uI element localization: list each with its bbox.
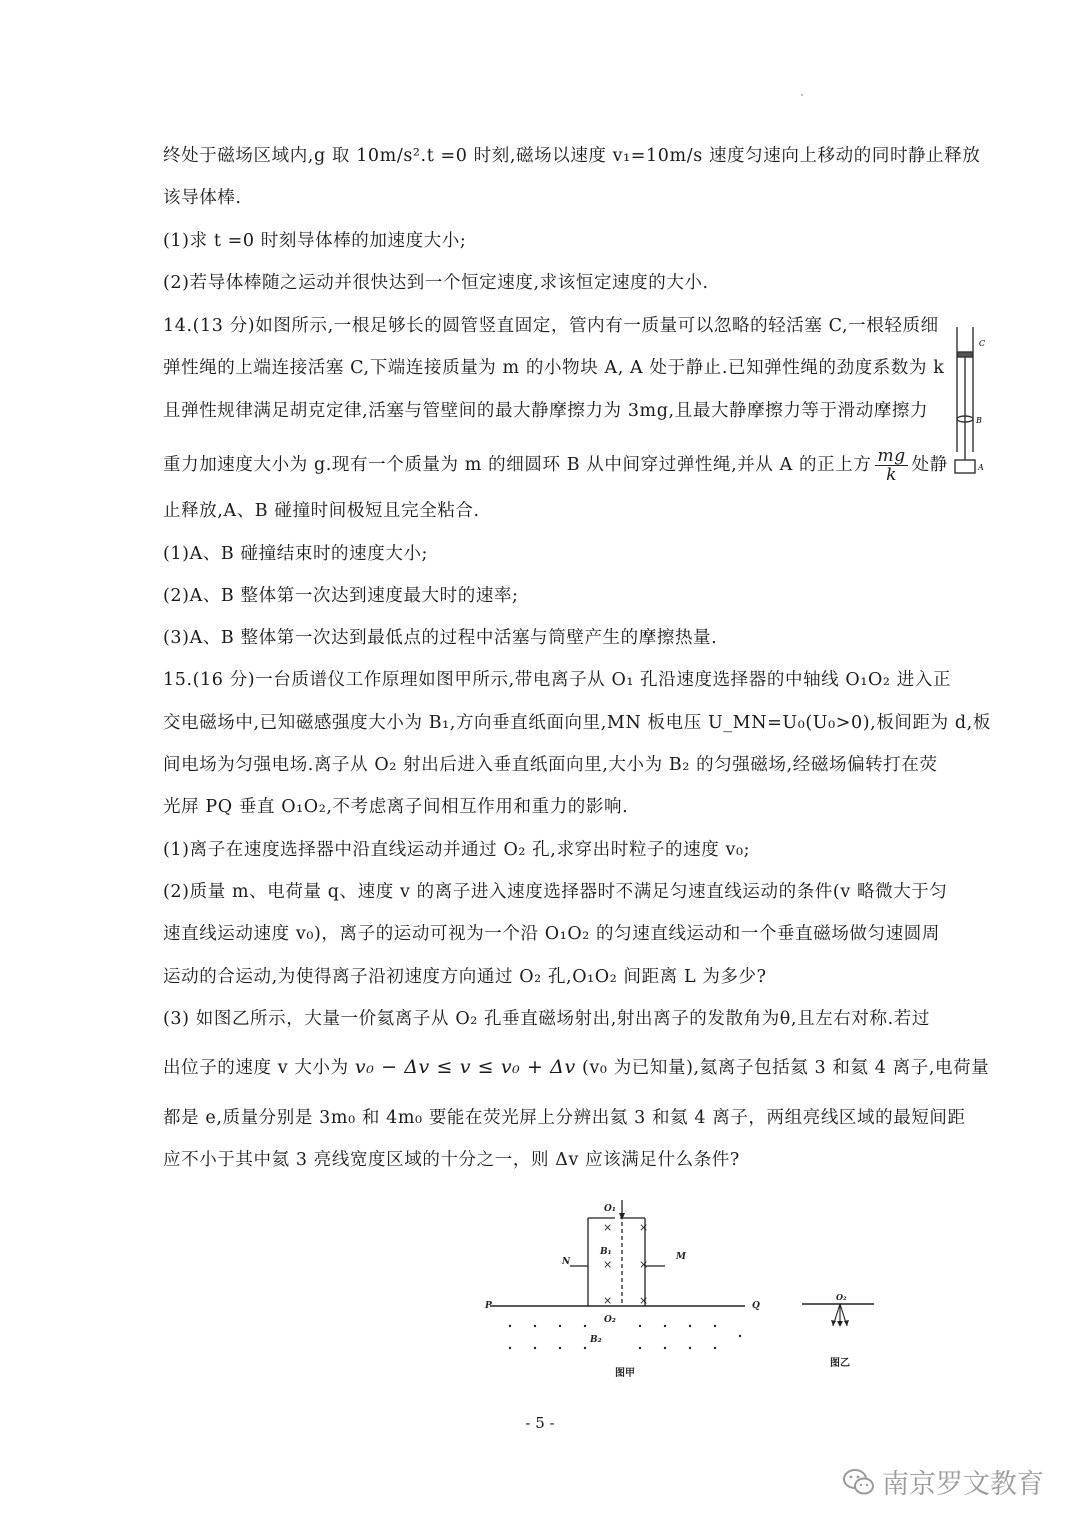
fraction-numerator: mg: [877, 446, 906, 466]
q15-part2-3: 运动的合运动,为使得离子沿初速度方向通过 O₂ 孔,O₁O₂ 间距离 L 为多少?: [163, 967, 767, 987]
q14-stem-4: [163, 447, 948, 484]
yi-caption: 图乙: [830, 1358, 850, 1369]
q15-part2-1: (2)质量 m、电荷量 q、速度 v 的离子进入速度选择器时不满足匀速直线运动的条件(v 略微大于匀: [163, 882, 948, 902]
q14-stem-2: 弹性绳的上端连接活塞 C,下端连接质量为 m 的小物块 A, A 处于静止.已知弹性绳的劲度系数为 k: [163, 358, 945, 378]
tube-label-a: A: [978, 463, 984, 472]
q15-part3-3: 都是 e,质量分别是 3m₀ 和 4m₀ 要能在荧光屏上分辨出氦 3 和氦 4 离子，两组亮线区域的最短间距: [163, 1108, 966, 1128]
figure-jia: [480, 1196, 770, 1386]
svg-text:×: ×: [603, 1221, 613, 1234]
scan-speck: [801, 94, 803, 96]
text-line-1: 终处于磁场区域内,g 取 10m/s².t =0 时刻,磁场以速度 v₁=10m/s 速度匀速向上移动的同时静止释放: [163, 146, 981, 166]
q15-stem-4: 光屏 PQ 垂直 O₁O₂,不考虑离子间相互作用和重力的影响.: [163, 797, 629, 817]
q14-part3: (3)A、B 整体第一次达到最低点的过程中活塞与筒壁产生的摩擦热量.: [163, 628, 718, 648]
q13-part2: (2)若导体棒随之运动并很快达到一个恒定速度,求该恒定速度的大小.: [163, 273, 709, 293]
svg-text:×: ×: [639, 1294, 649, 1307]
jia-label-m: M: [676, 1252, 686, 1262]
q14-part1: (1)A、B 碰撞结束时的速度大小;: [163, 544, 429, 564]
text-line-2: 该导体棒.: [163, 188, 242, 208]
fraction-mg-over-k: [875, 447, 907, 484]
watermark: [842, 1462, 1044, 1501]
q14-stem-3: 且弹性规律满足胡克定律,活塞与管壁间的最大静摩擦力为 3mg,且最大静摩擦力等于滑动摩擦力: [163, 401, 929, 421]
tube-label-b: B: [976, 416, 982, 425]
q15-stem-1: 15.(16 分)一台质谱仪工作原理如图甲所示,带电离子从 O₁ 孔沿速度选择器的中轴线 O₁O₂ 进入正: [163, 670, 952, 690]
yi-label-o2: O₂: [836, 1292, 847, 1302]
q13-part1: (1)求 t =0 时刻导体棒的加速度大小;: [163, 231, 467, 251]
q15-part1: (1)离子在速度选择器中沿直线运动并通过 O₂ 孔,求穿出时粒子的速度 v₀;: [163, 840, 751, 860]
q14-stem-1: 14.(13 分)如图所示,一根足够长的圆管竖直固定，管内有一质量可以忽略的轻活塞 C,一根轻质细: [163, 316, 939, 336]
jia-label-n: N: [562, 1257, 571, 1267]
q15-part3-2: [163, 1054, 989, 1079]
q14-stem-5: 止释放,A、B 碰撞时间极短且完全粘合.: [163, 501, 480, 521]
jia-label-q: Q: [752, 1301, 760, 1311]
q14-part2: (2)A、B 整体第一次达到速度最大时的速率;: [163, 586, 519, 606]
page-number: - 5 -: [525, 1414, 555, 1432]
jia-label-b2: B₂: [590, 1335, 602, 1345]
q15-stem-3: 间电场为匀强电场.离子从 O₂ 射出后进入垂直纸面向里,大小为 B₂ 的匀强磁场,经磁场偏转打在荧: [163, 755, 938, 775]
q15-part3-2-text: 出位子的速度 v 大小为: [163, 1058, 349, 1078]
q14-stem-4-tail: 处静: [911, 455, 948, 475]
q14-stem-4-text: 重力加速度大小为 g.现有一个质量为 m 的细圆环 B 从中间穿过弹性绳,并从 A 的正上方: [163, 455, 872, 475]
tube-label-c: C: [979, 339, 986, 348]
jia-label-b1: B₁: [600, 1247, 612, 1257]
jia-caption: 图甲: [615, 1368, 635, 1379]
q15-stem-2: 交电磁场中,已知磁感强度大小为 B₁,方向垂直纸面向里,MN 板电压 U_MN=U₀(U₀>0),板间距为 d,板: [163, 713, 991, 733]
q15-part3-1: (3) 如图乙所示，大量一价氦离子从 O₂ 孔垂直磁场射出,射出离子的发散角为θ,且左右对称.若过: [163, 1009, 930, 1029]
watermark-text: 南京罗文教育: [882, 1469, 1044, 1500]
q15-part2-2: 速直线运动速度 v₀)，离子的运动可视为一个沿 O₁O₂ 的匀速直线运动和一个垂直磁场做匀速圆周: [163, 924, 940, 944]
svg-text:×: ×: [639, 1258, 649, 1271]
q15-part3-2-tail: (v₀ 为已知量),氦离子包括氦 3 和氦 4 离子,电荷量: [582, 1058, 990, 1078]
jia-label-p: P: [485, 1301, 492, 1311]
svg-text:×: ×: [603, 1258, 613, 1271]
jia-label-o2: O₂: [604, 1315, 616, 1325]
tube-figure: [945, 322, 995, 482]
fraction-denominator: k: [886, 465, 898, 485]
svg-text:×: ×: [603, 1294, 613, 1307]
svg-text:×: ×: [639, 1221, 649, 1234]
jia-label-o1: O₁: [604, 1204, 616, 1214]
velocity-inequality: v₀ − Δv ≤ v ≤ v₀ + Δv: [354, 1056, 576, 1078]
q15-part3-4: 应不小于其中氦 3 亮线宽度区域的十分之一，则 Δv 应该满足什么条件?: [163, 1150, 740, 1170]
figure-yi: [800, 1290, 880, 1380]
wechat-icon: [842, 1467, 876, 1497]
